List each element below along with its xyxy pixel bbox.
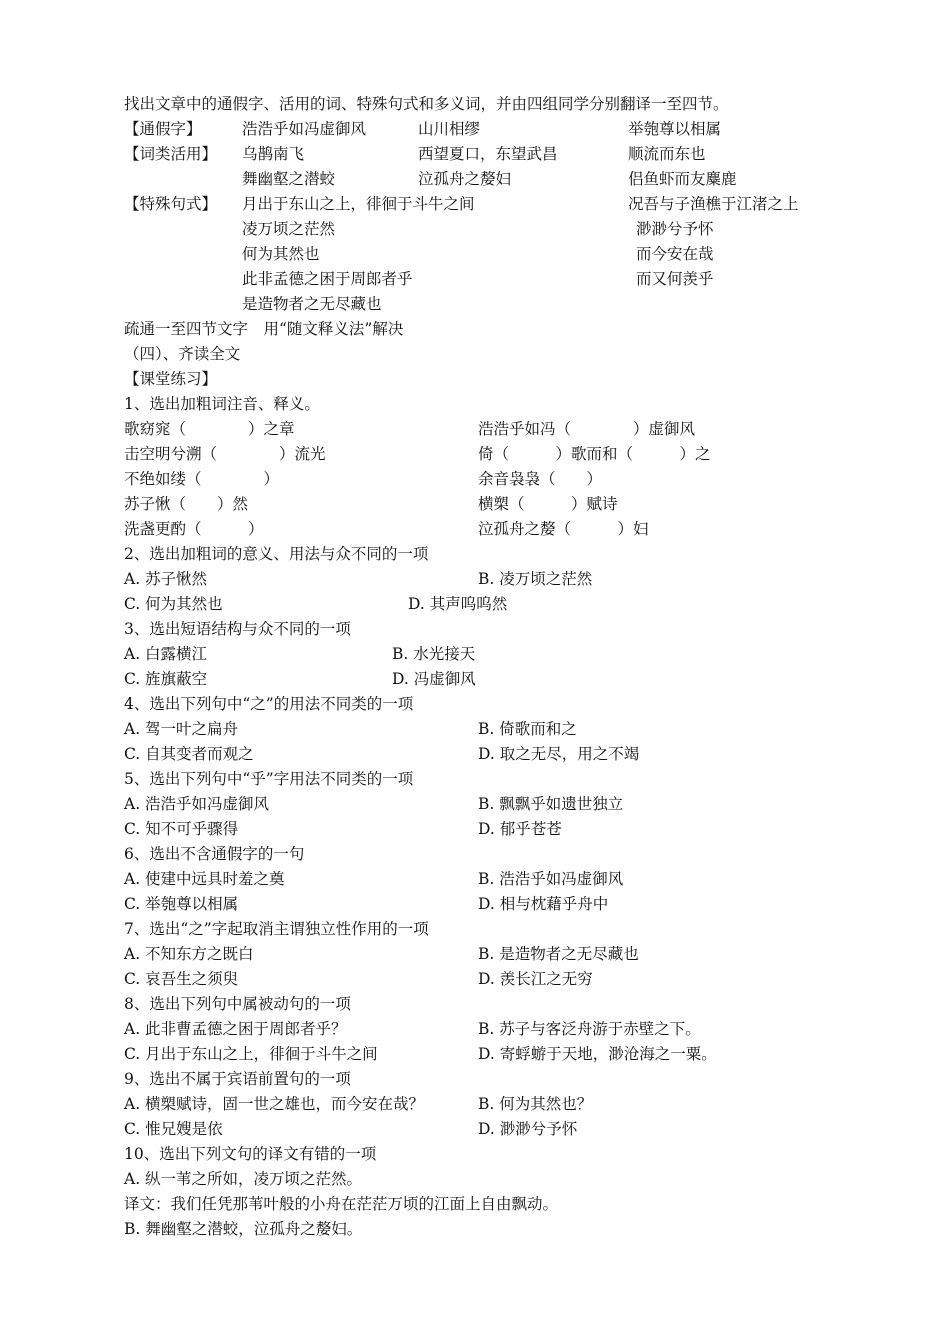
q1-item: 浩浩乎如冯（ ）虚御风 [478,420,696,438]
option-a: A. 使建中远具时羞之奠 [124,870,285,888]
qidu-heading: （四）、齐读全文 [124,345,241,363]
option-d: D. 羡长江之无穷 [478,970,593,988]
question-title: 4、选出下列句中“之”的用法不同类的一项 [124,695,414,713]
tongjiazi-item: 浩浩乎如冯虚御风 [242,120,367,138]
teshu-item: 是造物者之无尽藏也 [242,295,382,313]
q1-item: 横槊（ ）赋诗 [478,495,618,513]
teshu-item: 此非孟德之困于周郎者乎 [242,270,413,288]
option-d: D. 渺渺兮予怀 [478,1120,578,1138]
option-c: C. 何为其然也 [124,595,223,613]
option-a: A. 横槊赋诗，固一世之雄也，而今安在哉？ [124,1095,425,1113]
teshu-item: 而又何羡乎 [636,270,714,288]
option-b: B. 浩浩乎如冯虚御风 [478,870,624,888]
cilei-item: 顺流而东也 [628,145,706,163]
shutong-text: 疏通一至四节文字 用“随文释义法”解决 [124,320,404,338]
cilei-item: 泣孤舟之嫠妇 [418,170,512,188]
translation-text: 译文：我们任凭那苇叶般的小舟在茫茫万顷的江面上自由飘动。 [124,1195,559,1213]
cilei-item: 乌鹊南飞 [242,145,305,163]
tongjiazi-label: 【通假字】 [124,120,202,138]
option-c: C. 自其变者而观之 [124,745,254,763]
option-c: C. 月出于东山之上，徘徊于斗牛之间 [124,1045,378,1063]
option-c: C. 举匏尊以相属 [124,895,239,913]
cilei-item: 侣鱼虾而友麋鹿 [628,170,737,188]
option-a: A. 浩浩乎如冯虚御风 [124,795,270,813]
cilei-item: 舞幽壑之潜蛟 [242,170,336,188]
option-d: D. 郁乎苍苍 [478,820,562,838]
option-a: A. 纵一苇之所如，凌万顷之茫然。 [124,1170,363,1188]
question-title: 2、选出加粗词的意义、用法与众不同的一项 [124,545,429,563]
option-a: A. 驾一叶之扁舟 [124,720,239,738]
teshu-label: 【特殊句式】 [124,195,218,213]
teshu-item: 而今安在哉 [636,245,714,263]
option-a: A. 不知东方之既白 [124,945,254,963]
option-a: A. 白露横江 [124,645,208,663]
option-b: B. 飘飘乎如遗世独立 [478,795,624,813]
question-title: 5、选出下列句中“乎”字用法不同类的一项 [124,770,414,788]
option-a: A. 苏子愀然 [124,570,208,588]
option-d: D. 冯虚御风 [392,670,476,688]
option-c: C. 知不可乎骤得 [124,820,239,838]
practice-heading: 【课堂练习】 [124,370,218,388]
option-d: D. 取之无尽，用之不竭 [478,745,640,763]
option-d: D. 其声呜呜然 [408,595,508,613]
option-b: B. 水光接天 [392,645,476,663]
option-d: D. 相与枕藉乎舟中 [478,895,609,913]
option-b: B. 苏子与客泛舟游于赤壁之下。 [478,1020,701,1038]
teshu-item: 况吾与子渔樵于江渚之上 [628,195,799,213]
question-title: 8、选出下列句中属被动句的一项 [124,995,351,1013]
tongjiazi-item: 山川相缪 [418,120,481,138]
q1-item: 倚（ ）歌而和（ ）之 [478,445,711,463]
question-title: 1、选出加粗词注音、释义。 [124,395,320,413]
option-d: D. 寄蜉蝣于天地，渺沧海之一粟。 [478,1045,717,1063]
option-b: B. 何为其然也？ [478,1095,593,1113]
question-title: 3、选出短语结构与众不同的一项 [124,620,351,638]
option-b: B. 凌万顷之茫然 [478,570,593,588]
question-title: 7、选出“之”字起取消主谓独立性作用的一项 [124,920,429,938]
q1-item: 击空明兮溯（ ）流光 [124,445,326,463]
option-c: C. 惟兄嫂是依 [124,1120,223,1138]
question-title: 6、选出不含通假字的一句 [124,845,305,863]
option-b: B. 倚歌而和之 [478,720,577,738]
q1-item: 苏子愀（ ）然 [124,495,249,513]
option-b: B. 是造物者之无尽藏也 [478,945,639,963]
cilei-label: 【词类活用】 [124,145,218,163]
teshu-item: 渺渺兮予怀 [636,220,714,238]
q1-item: 歌窈窕（ ）之章 [124,420,295,438]
option-c: C. 哀吾生之须臾 [124,970,239,988]
q1-item: 泣孤舟之嫠（ ）妇 [478,520,649,538]
intro-text: 找出文章中的通假字、活用的词、特殊句式和多义词，并由四组同学分别翻译一至四节。 [124,95,729,113]
question-title: 9、选出不属于宾语前置句的一项 [124,1070,351,1088]
teshu-item: 凌万顷之茫然 [242,220,336,238]
teshu-item: 月出于东山之上，徘徊于斗牛之间 [242,195,475,213]
teshu-item: 何为其然也 [242,245,320,263]
cilei-item: 西望夏口，东望武昌 [418,145,558,163]
option-c: C. 旌旗蔽空 [124,670,208,688]
option-b: B. 舞幽壑之潜蛟，泣孤舟之嫠妇。 [124,1220,363,1238]
q1-item: 洗盏更酌（ ） [124,520,264,538]
q1-item: 余音袅袅（ ） [478,470,603,488]
tongjiazi-item: 举匏尊以相属 [628,120,722,138]
question-title: 10、选出下列文句的译文有错的一项 [124,1145,377,1163]
q1-item: 不绝如缕（ ） [124,470,280,488]
option-a: A. 此非曹孟德之困于周郎者乎？ [124,1020,347,1038]
